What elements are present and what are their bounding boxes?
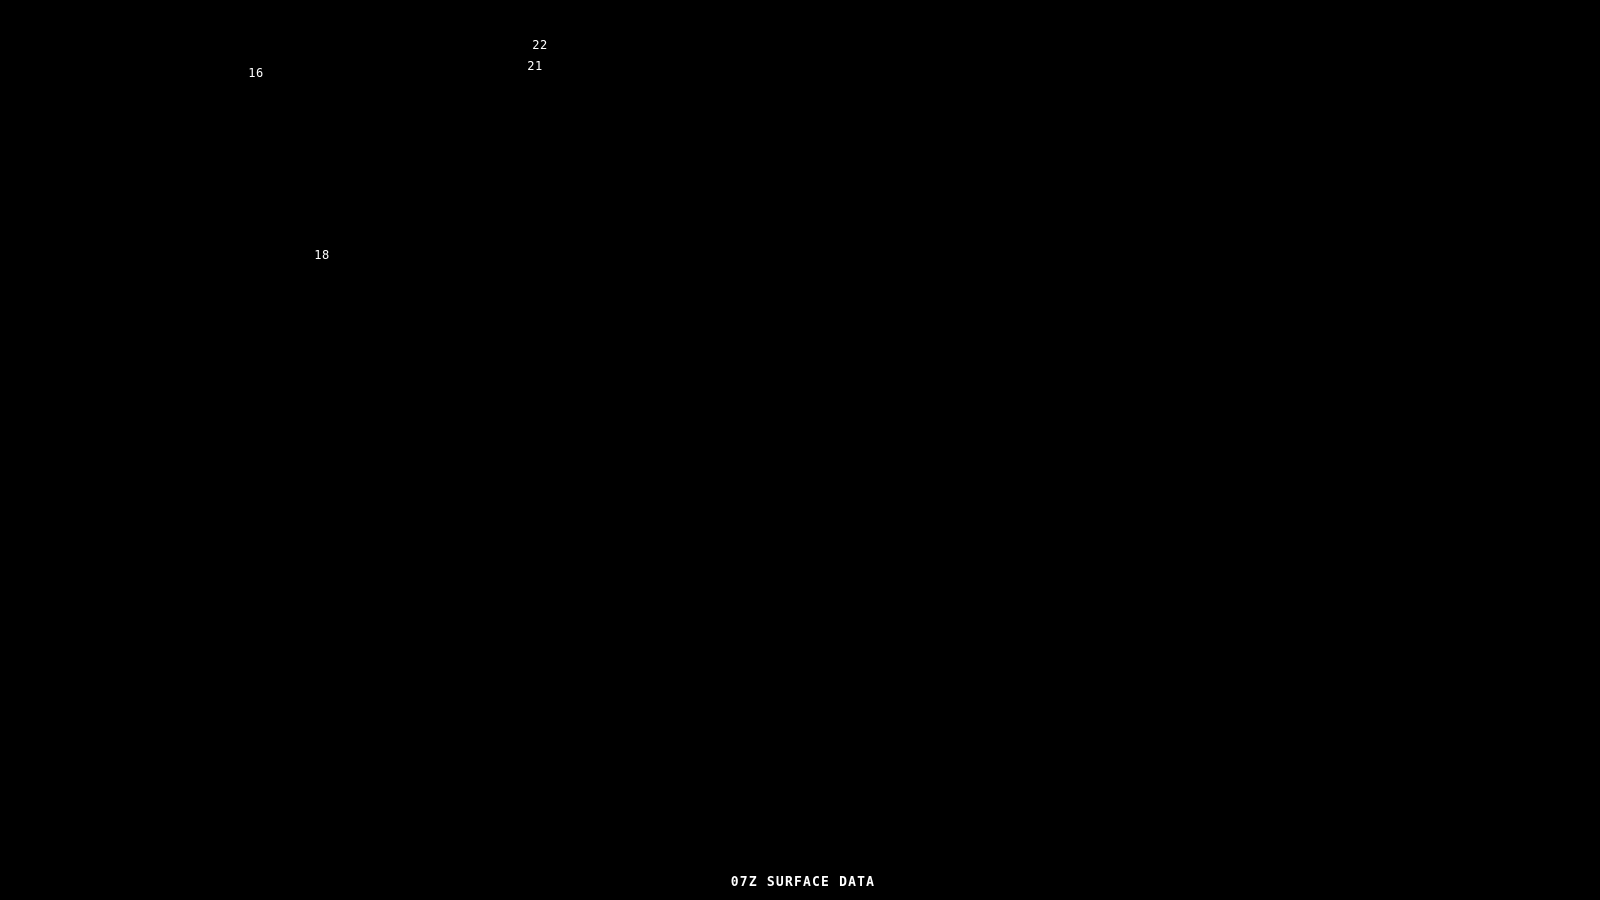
station-plot-22: 22 [532, 38, 548, 52]
station-plot-21: 21 [527, 59, 543, 73]
station-plot-18: 18 [314, 248, 330, 262]
map-caption: 07Z SURFACE DATA [730, 875, 876, 890]
station-plot-16: 16 [248, 66, 264, 80]
